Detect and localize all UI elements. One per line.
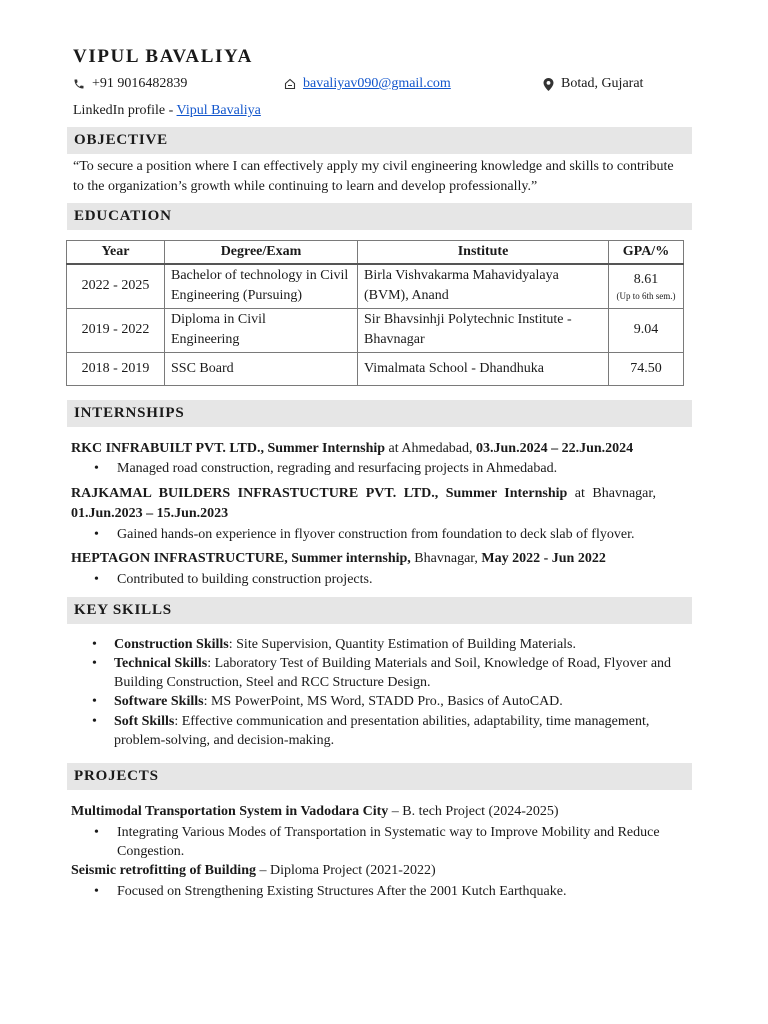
email-link[interactable]: bavaliyav090@gmail.com bbox=[303, 76, 451, 91]
project-detail: Congestion. bbox=[117, 844, 185, 859]
section-title: EDUCATION bbox=[74, 208, 172, 224]
section-title: INTERNSHIPS bbox=[74, 405, 185, 421]
degree-line: Engineering (Pursuing) bbox=[171, 288, 303, 304]
internship-location: at Bhavnagar, bbox=[567, 486, 656, 501]
institute-cell bbox=[358, 308, 609, 352]
internship-location: at Ahmedabad, bbox=[385, 441, 477, 456]
table-header-row bbox=[67, 241, 684, 265]
degree-line: Bachelor of technology in Civil bbox=[171, 268, 349, 284]
project-title: Multimodal Transportation System in Vadodara City bbox=[71, 804, 389, 819]
bullet: • bbox=[94, 527, 99, 542]
table-row bbox=[67, 308, 684, 352]
map-pin-icon bbox=[543, 78, 554, 91]
skill-text: : Laboratory Test of Building Materials and Soil, Knowledge of Road, Flyover and Building Construction, Steel and RCC Structure Design. bbox=[114, 656, 672, 690]
skill-label: Construction Skills bbox=[114, 637, 229, 652]
column-header: GPA/% bbox=[609, 241, 684, 265]
skill-text: : Site Supervision, Quantity Estimation of Building Materials. bbox=[228, 637, 577, 652]
year-cell: 2022 - 2025 bbox=[67, 264, 165, 308]
skill-label: Software Skills bbox=[114, 694, 204, 709]
education-table bbox=[66, 240, 684, 386]
bullet: • bbox=[94, 884, 99, 899]
project-meta: Diploma Project (2021-2022) bbox=[269, 863, 436, 878]
internship-company: RKC INFRABUILT PVT. LTD., Summer Internship bbox=[71, 441, 386, 456]
section-title: PROJECTS bbox=[74, 768, 159, 784]
section-header-education bbox=[67, 203, 692, 230]
location-text: Botad, Gujarat bbox=[561, 76, 644, 91]
project-separator: – bbox=[255, 863, 270, 878]
candidate-name: VIPUL BAVALIYA bbox=[73, 46, 253, 67]
institute-line: Birla Vishvakarma Mahavidyalaya bbox=[364, 268, 559, 284]
table-row bbox=[67, 352, 684, 385]
internship-location: Bhavnagar, bbox=[410, 551, 482, 566]
degree-cell: SSC Board bbox=[165, 352, 358, 385]
project-detail: Focused on Strengthening Existing Structures After the 2001 Kutch Earthquake. bbox=[117, 884, 567, 899]
institute-cell bbox=[358, 264, 609, 308]
internship-company: RAJKAMAL BUILDERS INFRASTUCTURE PVT. LTD., Summer Internship bbox=[71, 486, 568, 501]
bullet: • bbox=[92, 656, 97, 671]
bullet: • bbox=[92, 637, 97, 652]
institute-line: Bhavnagar bbox=[364, 332, 425, 347]
internship-heading bbox=[71, 486, 656, 502]
internship-dates: 03.Jun.2024 – 22.Jun.2024 bbox=[476, 441, 634, 456]
degree-line: Engineering bbox=[171, 332, 240, 347]
linkedin-line bbox=[73, 103, 261, 119]
institute-line: (BVM), Anand bbox=[364, 288, 449, 304]
project-heading bbox=[71, 863, 436, 879]
section-title: OBJECTIVE bbox=[74, 132, 168, 148]
bullet: • bbox=[94, 825, 99, 840]
column-header: Institute bbox=[358, 241, 609, 265]
section-header-skills bbox=[67, 597, 692, 624]
location-contact bbox=[543, 76, 643, 92]
bullet: • bbox=[92, 714, 97, 729]
degree-line: Diploma in Civil bbox=[171, 312, 266, 327]
phone-contact bbox=[73, 76, 187, 92]
bullet: • bbox=[92, 694, 97, 709]
skill-text: : Effective communication and presentation abilities, adaptability, time management, problem-solving, and decision-making. bbox=[114, 714, 650, 748]
gpa-cell: 74.50 bbox=[609, 352, 684, 385]
section-header-objective bbox=[67, 127, 692, 154]
project-detail: Integrating Various Modes of Transportation in Systematic way to Improve Mobility and Reduce bbox=[117, 825, 660, 840]
home-icon bbox=[284, 78, 296, 90]
bullet: • bbox=[94, 461, 99, 476]
degree-cell bbox=[165, 264, 358, 308]
linkedin-link[interactable]: Vipul Bavaliya bbox=[176, 103, 261, 118]
skill-text: : MS PowerPoint, MS Word, STADD Pro., Basics of AutoCAD. bbox=[203, 694, 563, 709]
institute-cell: Vimalmata School - Dhandhuka bbox=[358, 352, 609, 385]
gpa-cell bbox=[609, 264, 684, 308]
objective-text bbox=[73, 157, 688, 197]
year-cell: 2018 - 2019 bbox=[67, 352, 165, 385]
section-header-projects bbox=[67, 763, 692, 790]
objective-line: “To secure a position where I can effectively apply my civil engineering knowledge and skills to contribute bbox=[73, 159, 674, 174]
gpa-cell: 9.04 bbox=[609, 308, 684, 352]
gpa-value: 8.61 bbox=[633, 272, 659, 288]
bullet: • bbox=[94, 572, 99, 587]
phone-icon bbox=[73, 78, 85, 90]
section-header-internships bbox=[67, 400, 692, 427]
internship-dates: May 2022 - Jun 2022 bbox=[481, 551, 606, 566]
institute-line: Sir Bhavsinhji Polytechnic Institute - bbox=[364, 312, 572, 327]
column-header: Degree/Exam bbox=[165, 241, 358, 265]
column-header: Year bbox=[67, 241, 165, 265]
gpa-note: (Up to 6th sem.) bbox=[616, 291, 676, 302]
internship-heading bbox=[71, 441, 633, 457]
section-title: KEY SKILLS bbox=[74, 602, 172, 618]
project-meta: B. tech Project (2024-2025) bbox=[402, 804, 559, 819]
internship-company: HEPTAGON INFRASTRUCTURE, Summer internship, bbox=[71, 551, 411, 566]
degree-cell bbox=[165, 308, 358, 352]
project-separator: – bbox=[388, 804, 403, 819]
project-title: Seismic retrofitting of Building bbox=[71, 863, 256, 878]
internship-detail: Gained hands-on experience in flyover construction from foundation to deck slab of flyover. bbox=[117, 527, 635, 542]
internship-heading bbox=[71, 551, 606, 567]
objective-line: to the organization’s growth while continuing to learn and develop professionally.” bbox=[73, 179, 538, 194]
internship-dates: 01.Jun.2023 – 15.Jun.2023 bbox=[71, 506, 229, 521]
email-contact bbox=[284, 76, 451, 92]
internship-detail: Contributed to building construction projects. bbox=[117, 572, 373, 587]
internship-detail: Managed road construction, regrading and resurfacing projects in Ahmedabad. bbox=[117, 461, 558, 476]
linkedin-label: LinkedIn profile - bbox=[73, 103, 177, 118]
year-cell: 2019 - 2022 bbox=[67, 308, 165, 352]
project-heading bbox=[71, 804, 559, 820]
table-row bbox=[67, 264, 684, 308]
skill-label: Soft Skills bbox=[114, 714, 175, 729]
internship-heading-dates bbox=[71, 506, 228, 522]
skill-label: Technical Skills bbox=[114, 656, 208, 671]
phone-number: +91 9016482839 bbox=[92, 76, 188, 91]
